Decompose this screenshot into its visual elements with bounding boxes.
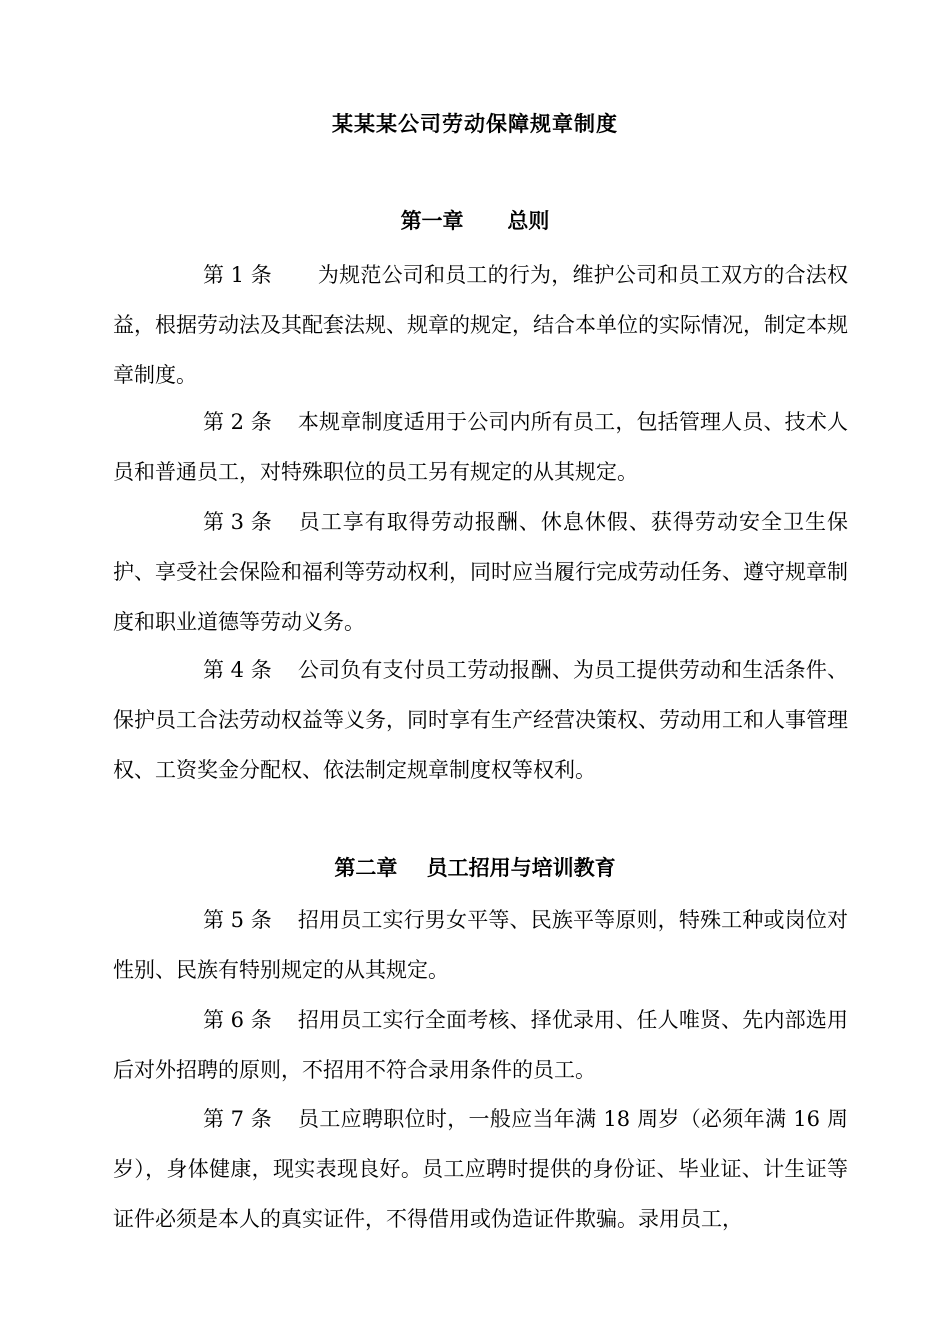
- chapter-1-heading: 第一章 总则: [400, 208, 550, 233]
- article-5: [113, 895, 848, 995]
- article-4: [113, 645, 848, 795]
- article-text: 招用员工实行男女平等、民族平等原则，特殊工种或岗位对性别、民族有特别规定的从其规定。: [113, 908, 848, 982]
- article-number: 第 4 条: [203, 658, 272, 682]
- article-number: 第 1 条: [203, 263, 272, 287]
- article-number: 第 7 条: [203, 1107, 272, 1131]
- article-text: 员工应聘职位时，一般应当年满 18 周岁（必须年满 16 周岁），身体健康，现实表现良好。员工应聘时提供的身份证、毕业证、计生证等证件必须是本人的真实证件，不得借用或伪造证件欺骗。录用员工，: [113, 1107, 848, 1231]
- chapter-2-heading: 第二章 员工招用与培训教育: [334, 855, 616, 880]
- document-title: 某某某公司劳动保障规章制度: [332, 111, 618, 136]
- article-number: 第 2 条: [203, 410, 272, 434]
- article-text: 招用员工实行全面考核、择优录用、任人唯贤、先内部选用后对外招聘的原则，不招用不符合录用条件的员工。: [113, 1008, 848, 1082]
- article-text: 公司负有支付员工劳动报酬、为员工提供劳动和生活条件、保护员工合法劳动权益等义务，同时享有生产经营决策权、劳动用工和人事管理权、工资奖金分配权、依法制定规章制度权等权利。: [113, 658, 848, 782]
- article-2: [113, 397, 848, 497]
- article-text: 本规章制度适用于公司内所有员工，包括管理人员、技术人员和普通员工，对特殊职位的员工另有规定的从其规定。: [113, 410, 848, 484]
- article-text: 员工享有取得劳动报酬、休息休假、获得劳动安全卫生保护、享受社会保险和福利等劳动权利，同时应当履行完成劳动任务、遵守规章制度和职业道德等劳动义务。: [113, 510, 848, 634]
- article-6: [113, 995, 848, 1095]
- article-number: 第 3 条: [203, 510, 272, 534]
- article-number: 第 5 条: [203, 908, 272, 932]
- article-1: [113, 250, 848, 400]
- article-number: 第 6 条: [203, 1008, 272, 1032]
- article-3: [113, 497, 848, 647]
- article-text: 为规范公司和员工的行为，维护公司和员工双方的合法权益，根据劳动法及其配套法规、规章的规定，结合本单位的实际情况，制定本规章制度。: [113, 263, 848, 387]
- article-7: [113, 1094, 848, 1244]
